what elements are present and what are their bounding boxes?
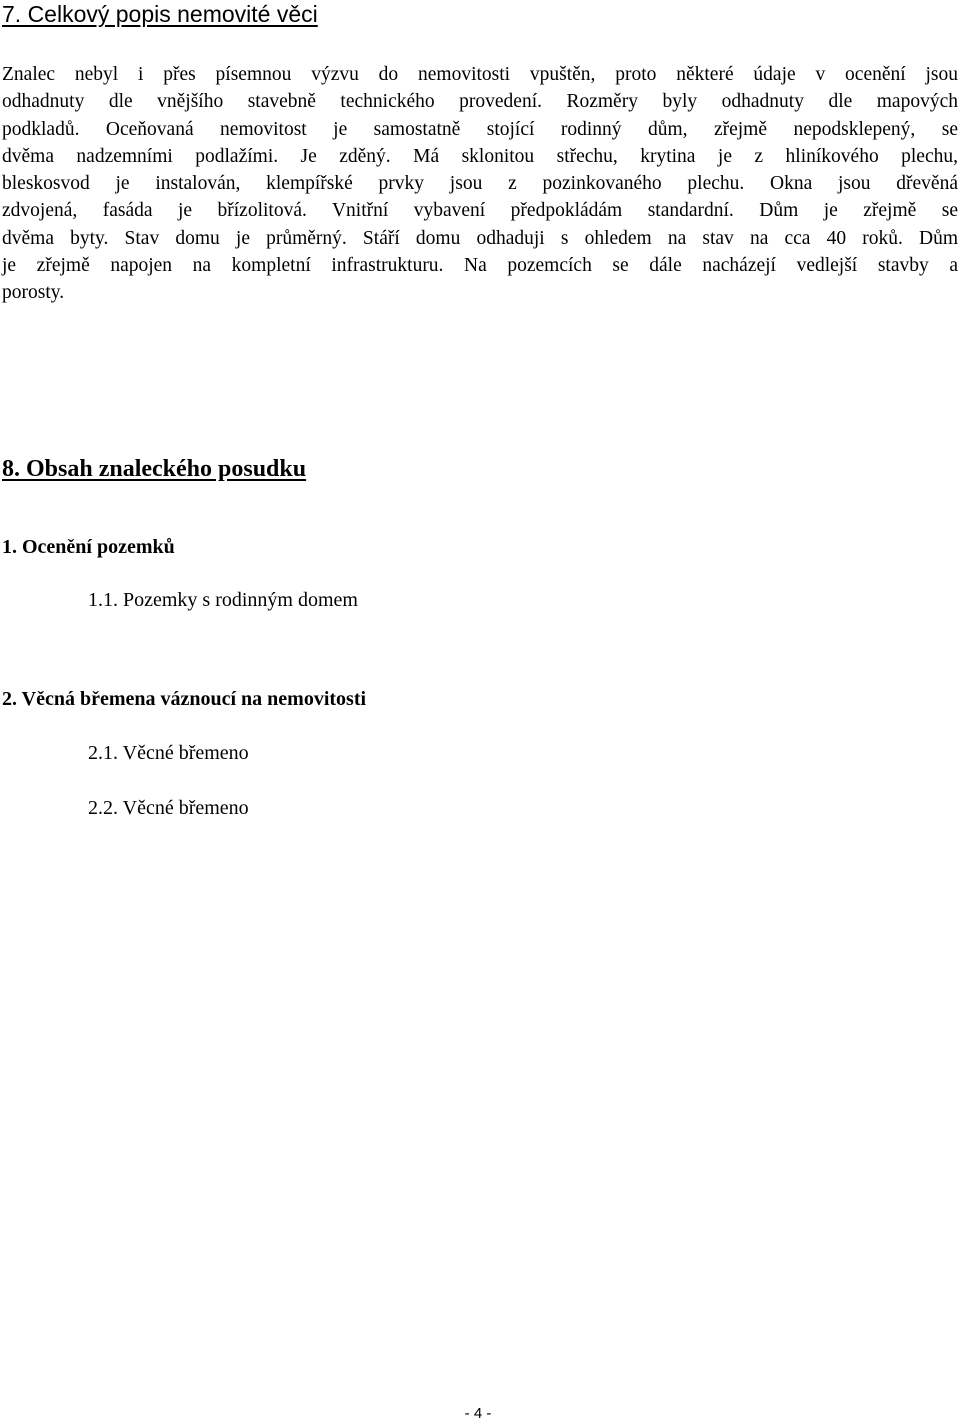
section-8-heading: 8. Obsah znaleckého posudku	[2, 456, 307, 482]
paragraph-line: bleskosvod je instalován, klempířské prvky jsou z pozinkovaného plechu. Okna jsou dřevěná	[2, 173, 958, 195]
paragraph-line: podkladů. Oceňovaná nemovitost je samostatně stojící rodinný dům, zřejmě nepodsklepený, se	[2, 118, 958, 140]
paragraph-line: porosty.	[2, 282, 65, 304]
paragraph-line: zdvojená, fasáda je břízolitová. Vnitřní vybavení předpokládám standardní. Dům je zřejmě se	[2, 200, 958, 222]
paragraph-line: dvěma byty. Stav domu je průměrný. Stáří domu odhaduji s ohledem na stav na cca 40 roků. Dům	[2, 227, 958, 249]
contents-item-2-1: 2.1. Věcné břemeno	[88, 742, 249, 764]
paragraph-line: odhadnuty dle vnějšího stavebně technického provedení. Rozměry byly odhadnuty dle mapových	[2, 91, 958, 113]
section-7-paragraph	[2, 61, 958, 307]
contents-item-2-2: 2.2. Věcné břemeno	[88, 797, 249, 819]
section-7-heading: 7. Celkový popis nemovité věci	[2, 1, 318, 27]
paragraph-line: dvěma nadzemními podlažími. Je zděný. Má sklonitou střechu, krytina je z hliníkového plechu,	[2, 145, 958, 167]
contents-part-1-title: 1. Ocenění pozemků	[2, 536, 175, 558]
contents-part-2-title: 2. Věcná břemena váznoucí na nemovitosti	[2, 688, 367, 710]
paragraph-line: je zřejmě napojen na kompletní infrastrukturu. Na pozemcích se dále nacházejí vedlejší stavby a	[2, 255, 958, 277]
page-number-text: - 4 -	[464, 1405, 492, 1422]
page-number	[0, 1405, 960, 1422]
contents-item-1-1: 1.1. Pozemky s rodinným domem	[88, 589, 358, 611]
paragraph-line: Znalec nebyl i přes písemnou výzvu do nemovitosti vpuštěn, proto některé údaje v ocenění jsou	[2, 64, 958, 85]
